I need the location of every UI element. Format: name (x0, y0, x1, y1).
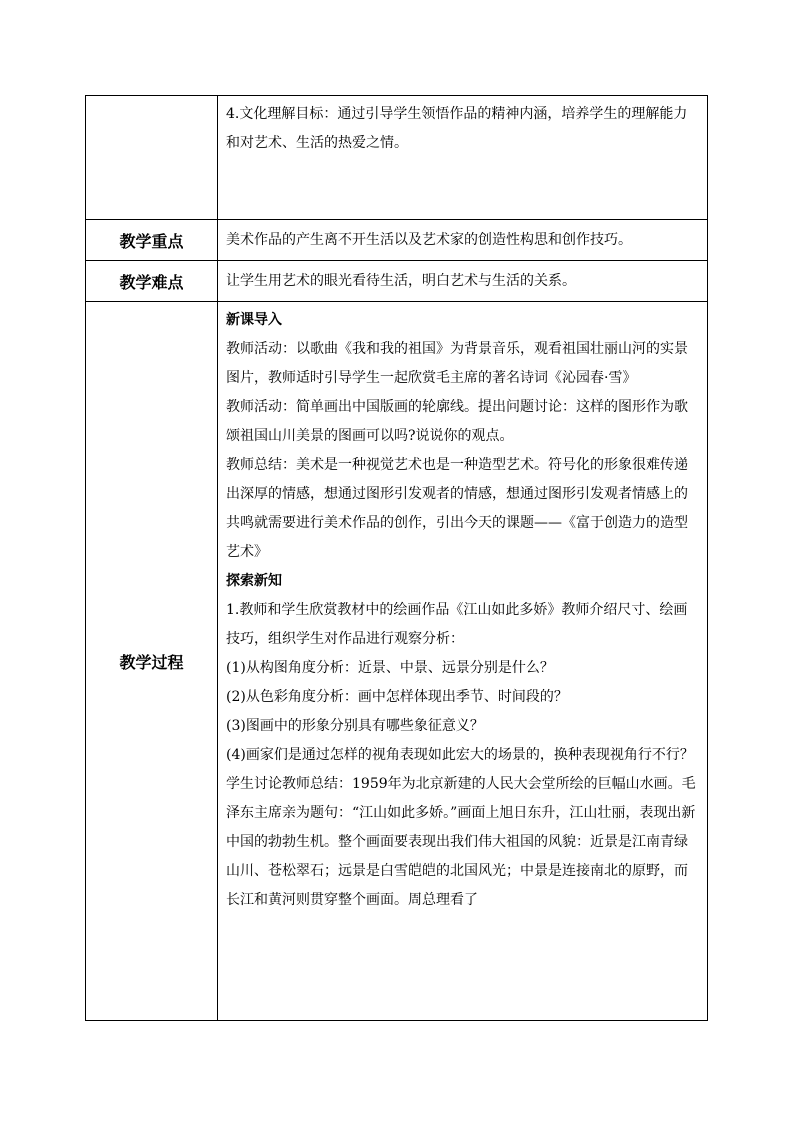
explore-paragraph: 学生讨论教师总结：1959年为北京新建的人民大会堂所绘的巨幅山水画。毛泽东主席亲为题句：“江山如此多娇。”画面上旭日东升，江山壮丽，表现出新中国的勃勃生机。整个画面要表现出我们伟大祖国的风貌：近景是江南青绿山川、苍松翠石；远景是白雪皑皑的北国风光；中景是连接南北的原野，而长江和黄河则贯穿整个画面。周总理看了 (226, 776, 696, 908)
teaching-difficulty-label: 教学难点 (86, 261, 218, 302)
empty-label-cell (86, 96, 218, 220)
teaching-difficulty-cell (218, 261, 708, 302)
teaching-focus-label: 教学重点 (86, 220, 218, 261)
intro-paragraph: 教师活动：以歌曲《我和我的祖国》为背景音乐，观看祖国壮丽山河的实景图片，教师适时引导学生一起欣赏毛主席的著名诗词《沁园春·雪》 (226, 341, 688, 386)
explore-paragraph: (1)从构图角度分析：近景、中景、远景分别是什么？ (226, 660, 554, 676)
teaching-focus-cell (218, 220, 708, 261)
intro-paragraph: 教师活动：简单画出中国版画的轮廓线。提出问题讨论：这样的图形作为歌颂祖国山川美景的图画可以吗?说说你的观点。 (226, 399, 688, 444)
row-teaching-process (86, 302, 708, 1021)
row-teaching-focus (86, 220, 708, 261)
row-culture-goal (86, 96, 708, 220)
section-heading-explore: 探索新知 (226, 573, 282, 589)
intro-paragraph: 教师总结：美术是一种视觉艺术也是一种造型艺术。符号化的形象很难传递出深厚的情感，想通过图形引发观者的情感，想通过图形引发观者情感上的共鸣就需要进行美术作品的创作，引出今天的课题——《富于创造力的造型艺术》 (226, 457, 688, 560)
teaching-process-cell (218, 302, 708, 1021)
teaching-focus-text: 美术作品的产生离不开生活以及艺术家的创造性构思和创作技巧。 (226, 231, 632, 248)
row-teaching-difficulty (86, 261, 708, 302)
explore-paragraph: (2)从色彩角度分析：画中怎样体现出季节、时间段的？ (226, 689, 568, 705)
lesson-plan-table (85, 95, 708, 1021)
culture-goal-text: 4.文化理解目标：通过引导学生领悟作品的精神内涵，培养学生的理解能力和对艺术、生活的热爱之情。 (226, 106, 688, 151)
culture-goal-cell (218, 96, 708, 220)
teaching-difficulty-text: 让学生用艺术的眼光看待生活，明白艺术与生活的关系。 (226, 272, 576, 289)
explore-paragraph: (4)画家们是通过怎样的视角表现如此宏大的场景的，换种表现视角行不行？ (226, 747, 694, 763)
explore-paragraph: (3)图画中的形象分别具有哪些象征意义？ (226, 718, 484, 734)
section-heading-intro: 新课导入 (226, 312, 282, 328)
teaching-process-label: 教学过程 (86, 302, 218, 1021)
explore-paragraph: 1.教师和学生欣赏教材中的绘画作品《江山如此多娇》教师介绍尺寸、绘画技巧，组织学生对作品进行观察分析： (226, 602, 688, 647)
